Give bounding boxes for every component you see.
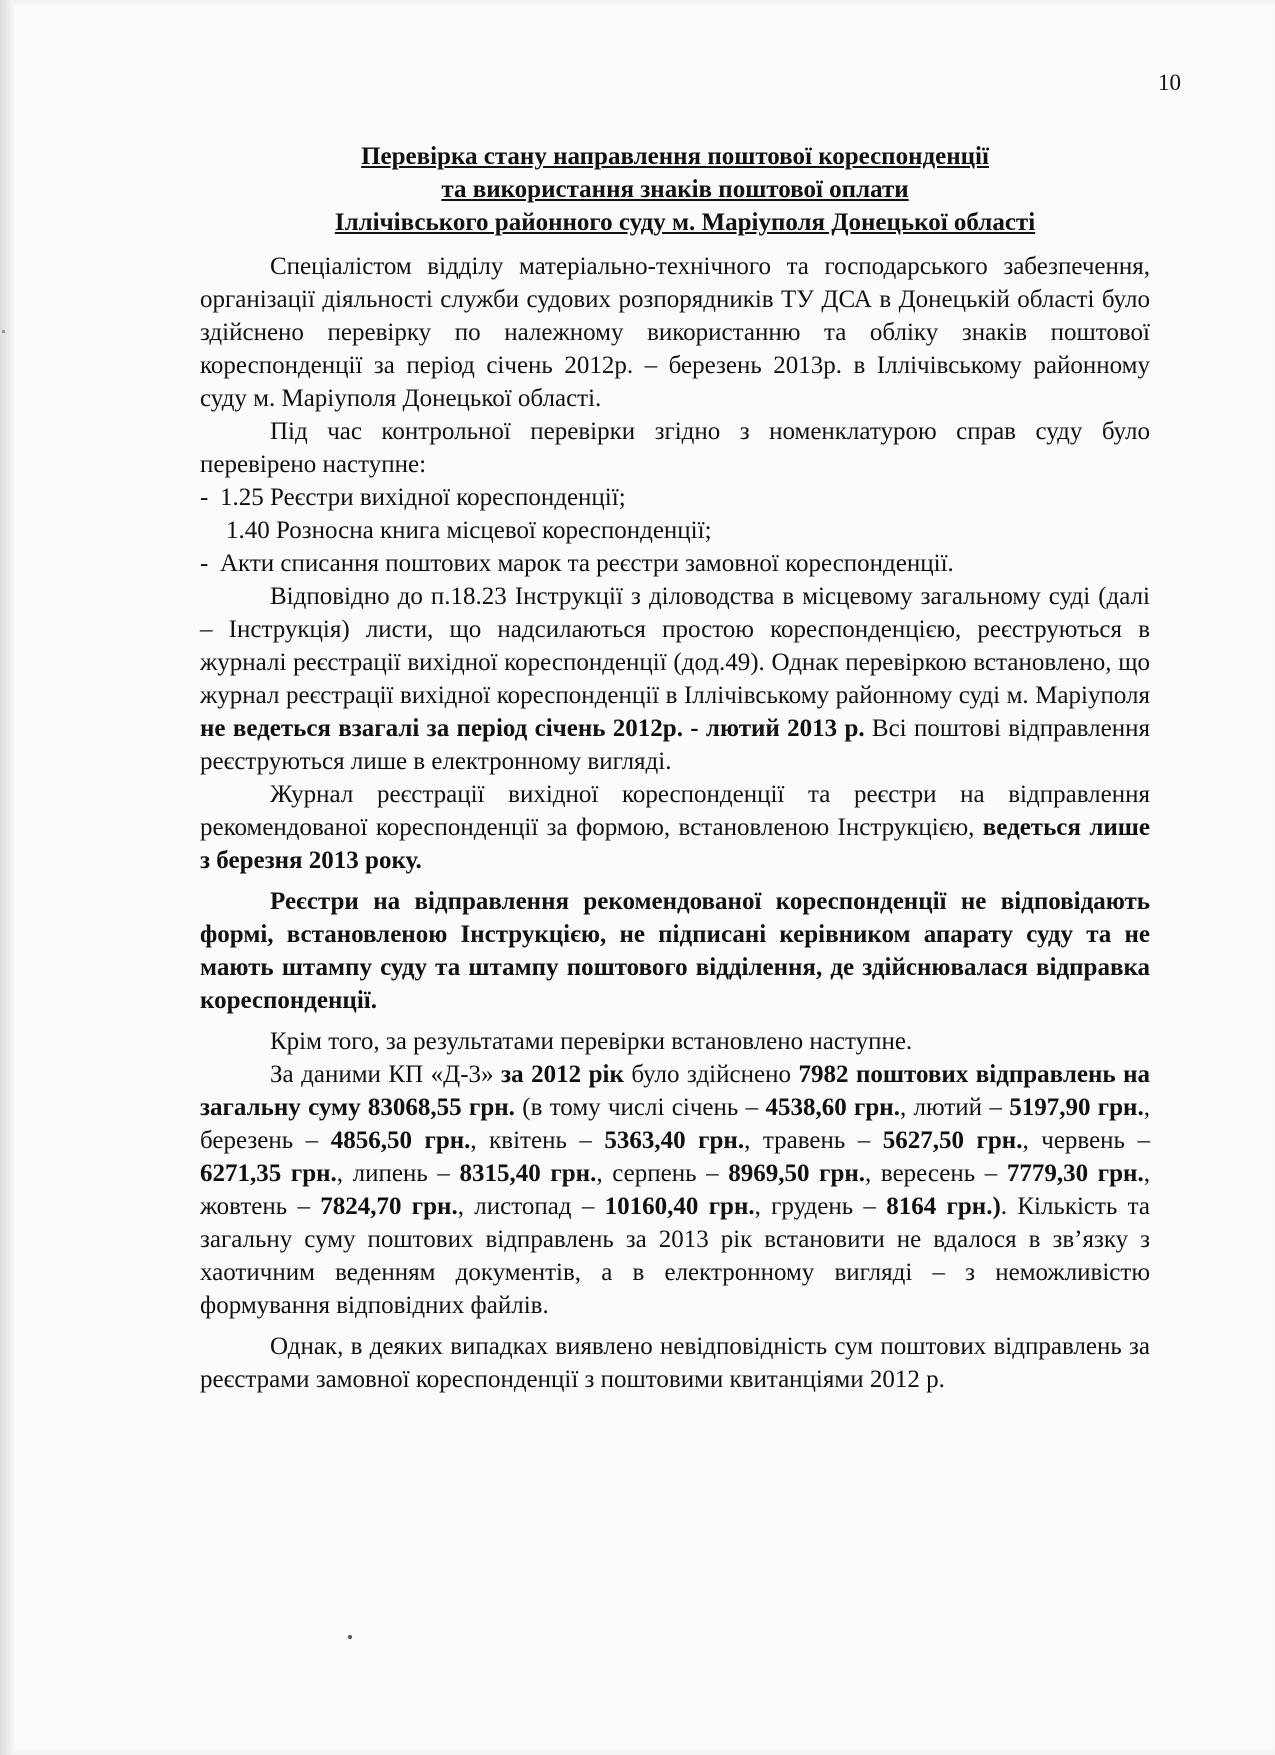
amount-july: 8315,40 грн.	[459, 1160, 597, 1187]
paragraph-text: , вересень –	[865, 1160, 1007, 1187]
amount-march: 4856,50 грн.	[330, 1127, 471, 1154]
amount-april: 5363,40 грн.	[604, 1127, 745, 1154]
scan-edge-shadow	[0, 0, 14, 1755]
paragraph-instruction	[200, 580, 1150, 778]
paragraph-monthly-totals	[200, 1058, 1150, 1322]
document-body	[200, 140, 1150, 1396]
amount-august: 8969,50 грн.	[728, 1160, 866, 1187]
emphasis-text: за 2012 рік	[501, 1061, 624, 1088]
paragraph-text: , липень –	[336, 1160, 460, 1187]
list-item	[200, 514, 1150, 547]
amount-november: 10160,40 грн.	[604, 1193, 755, 1220]
list-dash: -	[200, 550, 209, 577]
scan-speck	[2, 330, 5, 333]
paragraph-text: , лютий –	[899, 1094, 1010, 1121]
paragraph-checked-items: Під час контрольної перевірки згідно з номенклатурою справ суду було перевірено наступне:	[200, 418, 1150, 478]
list-dash: -	[200, 484, 209, 511]
amount-june: 6271,35 грн.	[200, 1160, 337, 1187]
paragraph-text: було здійснено	[623, 1061, 799, 1088]
paragraph-text: , березень –	[200, 1094, 1150, 1154]
list-item-text: Акти списання поштових марок та реєстри замовної кореспонденції.	[220, 550, 954, 577]
paragraph-text: , грудень –	[754, 1193, 887, 1220]
checked-documents-list	[200, 481, 1150, 580]
emphasis-text: не ведеться взагалі за період січень 2012р. - лютий 2013 р.	[200, 715, 865, 742]
amount-january: 4538,60 грн.	[765, 1094, 900, 1121]
heading-line-1: Перевірка стану направлення поштової кореспонденції	[361, 143, 989, 170]
list-item-text: 1.25 Реєстри вихідної кореспонденції;	[220, 484, 626, 511]
paragraph-text: , червень –	[1022, 1127, 1150, 1154]
paragraph-text: Всі поштові відправлення реєструються лише в електронному вигляді.	[200, 715, 1150, 775]
heading-line-2: та використання знаків поштової оплати	[441, 176, 909, 203]
paragraph-journal	[200, 778, 1150, 877]
paragraph-moreover: Крім того, за результатами перевірки встановлено наступне.	[270, 1028, 913, 1055]
emphasis-text: ведеться лише з березня 2013 року.	[200, 814, 1150, 874]
paragraph-text: , листопад –	[457, 1193, 605, 1220]
paragraph-text: , жовтень –	[200, 1160, 1150, 1220]
paragraph-text: , травень –	[744, 1127, 883, 1154]
paragraph-text: За даними КП «Д-3»	[270, 1061, 502, 1088]
emphasis-text: 7982 поштових відправлень на загальну суму 83068,55 грн.	[200, 1061, 1150, 1121]
paragraph-text: (в тому числі січень –	[514, 1094, 766, 1121]
emphasis-text: Реєстри на відправлення рекомендованої кореспонденції не відповідають формі, встановленою Інструкцією, не підписані керівником апарату суду та не мають штампу суду та штампу поштового відділення, де здійснювалася відправка кореспонденції.	[200, 888, 1150, 1014]
paragraph-text: Журнал реєстрації вихідної кореспонденції та реєстри на відправлення рекомендованої кореспонденції за формою, встановленою Інструкцією,	[200, 781, 1150, 841]
page-number: 10	[1158, 70, 1181, 95]
list-item	[200, 547, 1150, 580]
amount-september: 7779,30 грн.	[1006, 1160, 1144, 1187]
paragraph-text: Відповідно до п.18.23 Інструкції з діловодства в місцевому загальному суді (далі – Інструкція) листи, що надсилаються простою кореспонденцією, реєструються в журналі реєстрації вихідної кореспонденції (дод.49). Однак перевіркою встановлено, що журнал реєстрації вихідної кореспонденції в Іллічівському районному суді м. Маріуполя	[200, 583, 1150, 709]
list-item-text: 1.40 Розносна книга місцевої кореспонденції;	[226, 517, 712, 544]
list-item	[200, 481, 1150, 514]
paragraph-discrepancy: Однак, в деяких випадках виявлено невідповідність сум поштових відправлень за реєстрами замовної кореспонденції з поштовими квитанціями 2012 р.	[200, 1333, 1150, 1393]
scan-dot	[348, 1635, 352, 1639]
paragraph-text: , квітень –	[470, 1127, 605, 1154]
paragraph-text: . Кількість та загальну суму поштових відправлень за 2013 рік встановити не вдалося в зв’язку з хаотичним веденням документів, а в електронному вигляді – з неможливістю формування відповідних файлів.	[200, 1193, 1150, 1319]
amount-december: 8164 грн.)	[886, 1193, 1001, 1220]
paragraph-intro: Спеціалістом відділу матеріально-технічного та господарського забезпечення, організації діяльності служби судових розпорядників ТУ ДСА в Донецькій області було здійснено перевірку по належному використанню та обліку знаків поштової кореспонденції за період січень 2012р. – березень 2013р. в Іллічівському районному суду м. Маріуполя Донецької області.	[200, 253, 1150, 412]
amount-october: 7824,70 грн.	[320, 1193, 458, 1220]
paragraph-registers	[200, 885, 1150, 1017]
amount-february: 5197,90 грн.	[1009, 1094, 1144, 1121]
heading-line-3: Іллічівського районного суду м. Маріуполя Донецької області	[334, 209, 1036, 236]
paragraph-text: , серпень –	[596, 1160, 729, 1187]
amount-may: 5627,50 грн.	[882, 1127, 1023, 1154]
